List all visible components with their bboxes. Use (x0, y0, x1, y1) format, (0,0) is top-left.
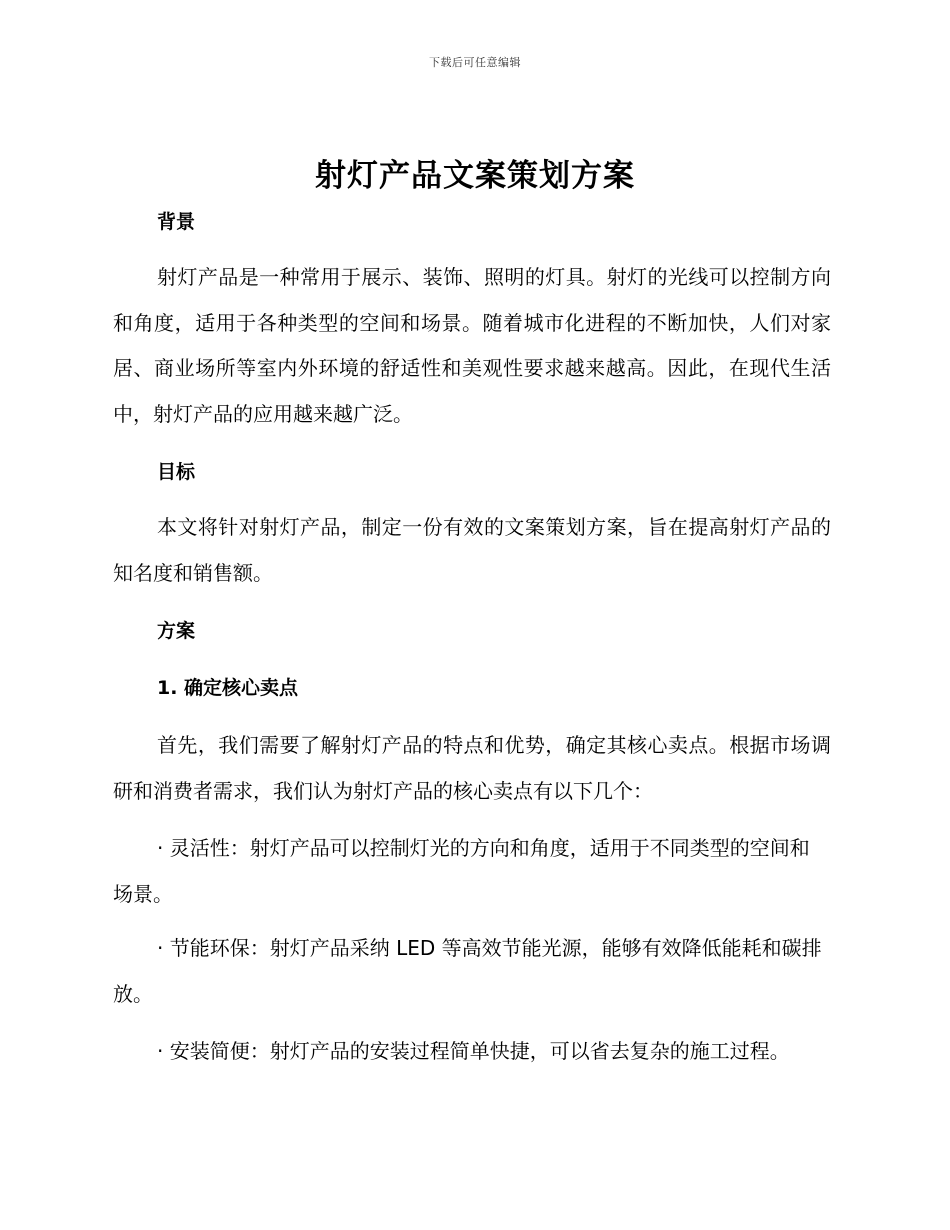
section-heading-goal: 目标 (157, 461, 196, 483)
section-heading-plan: 方案 (157, 620, 196, 642)
bullet-energy-saving: · 节能环保：射灯产品采纳 LED 等高效节能光源，能够有效降低能耗和碳排放。 (113, 936, 822, 1006)
subsection-heading-core-selling-points: 1. 确定核心卖点 (157, 677, 299, 699)
section-heading-background: 背景 (157, 211, 196, 233)
paragraph-background: 射灯产品是一种常用于展示、装饰、照明的灯具。射灯的光线可以控制方向和角度，适用于各种类型的空间和场景。随着城市化进程的不断加快，人们对家居、商业场所等室内外环境的舒适性和美观性要求越来越高。因此，在现代生活中，射灯产品的应用越来越广泛。 (113, 265, 831, 426)
bullet-flexibility: · 灵活性：射灯产品可以控制灯光的方向和角度，适用于不同类型的空间和场景。 (113, 836, 810, 906)
paragraph-goal: 本文将针对射灯产品，制定一份有效的文案策划方案，旨在提高射灯产品的知名度和销售额。 (113, 515, 831, 585)
document-title: 射灯产品文案策划方案 (315, 158, 635, 194)
header-note: 下载后可任意编辑 (429, 56, 521, 69)
paragraph-core-selling-points: 首先，我们需要了解射灯产品的特点和优势，确定其核心卖点。根据市场调研和消费者需求，我们认为射灯产品的核心卖点有以下几个： (113, 733, 831, 803)
bullet-easy-installation: · 安装简便：射灯产品的安装过程简单快捷，可以省去复杂的施工过程。 (157, 1039, 790, 1063)
